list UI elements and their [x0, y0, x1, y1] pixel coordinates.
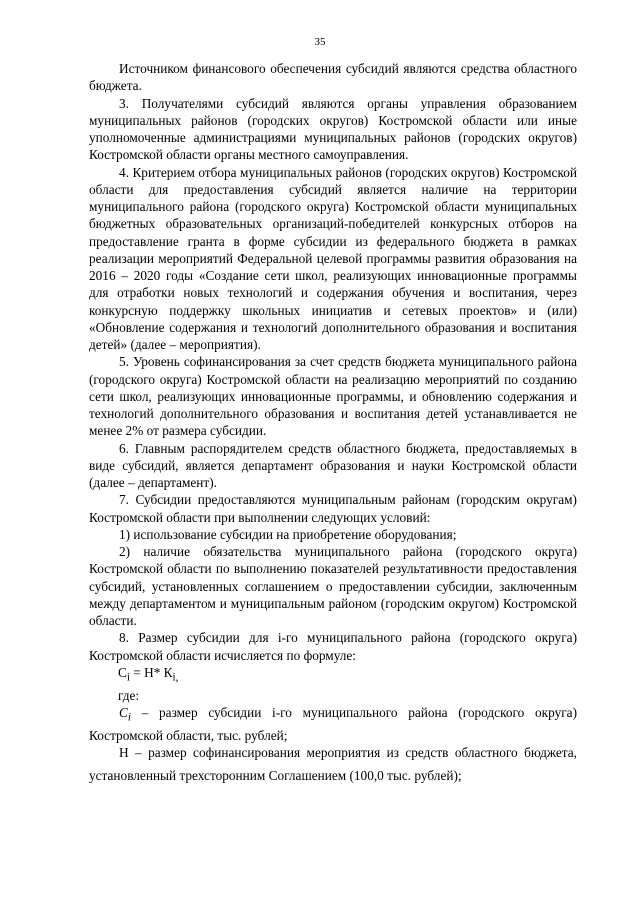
- paragraph-3-recipients: 3. Получателями субсидий являются органы управления образованием муниципальных районов (городских округов) Костромской области или иные уполномоченные администрациями муниципальных районов (городских округов) Костромской области органы местного самоуправления.: [89, 95, 577, 163]
- definition-ci-symbol: C: [119, 704, 128, 720]
- page-number: 35: [314, 36, 326, 48]
- paragraph-8-size: 8. Размер субсидии для i-го муниципального района (городского округа) Костромской области исчисляется по формуле:: [89, 630, 577, 663]
- paragraph-6-administrator: 6. Главным распорядителем средств областного бюджета, предоставляемых в виде субсидий, является департамент образования и науки Костромской области (далее – департамент).: [89, 440, 577, 490]
- document-body: [89, 60, 577, 784]
- definition-h-symbol: Н: [119, 745, 129, 761]
- formula-lhs: C: [118, 664, 127, 680]
- paragraph-4-criterion: 4. Критерием отбора муниципальных районов (городских округов) Костромской области для предоставления субсидий является наличие на территории муниципального района (городского округа) Костромской области муниципальных бюджетных образовательных организаций-победителей конкурсных отборов на предоставление гранта в форме субсидии из федерального бюджета в рамках реализации мероприятий Федеральной целевой программы развития образования на 2016 – 2020 годы «Создание сети школ, реализующих инновационные программы для отработки новых технологий и содержания обучения и воспитания, через конкурсную поддержку школьных инициатив и сетевых проектов» и (или) «Обновление содержания и технологий дополнительного образования и воспитания детей» (далее – мероприятия).: [89, 164, 577, 352]
- formula-rhs-subscript: i,: [172, 671, 179, 684]
- where-label: где:: [118, 687, 140, 703]
- definition-ci: [89, 704, 577, 744]
- paragraph-7-conditions: 7. Субсидии предоставляются муниципальным районам (городским округам) Костромской области при выполнении следующих условий:: [89, 492, 577, 525]
- definition-ci-text: – размер субсидии i-го муниципального района (городского округа) Костромской области, тыс. рублей;: [89, 704, 577, 743]
- definition-h-text: – размер софинансирования мероприятия из средств областного бюджета, установленный трехсторонним Соглашением (100,0 тыс. рублей);: [89, 745, 577, 783]
- formula-rhs: = Н* К: [129, 664, 173, 680]
- paragraph-5-cofinancing: 5. Уровень софинансирования за счет средств бюджета муниципального района (городского округа) Костромской области на реализацию мероприятий по созданию сети школ, реализующих инновационные программы, и обновлению содержания и технологий дополнительного образования и воспитания детей устанавливается не менее 2% от размера субсидии.: [89, 354, 577, 439]
- formula-line: [89, 664, 577, 687]
- definition-h: [89, 744, 577, 784]
- formula-lhs-subscript: i: [126, 671, 130, 684]
- condition-item-1: 1) использование субсидии на приобретение оборудования;: [119, 526, 457, 542]
- paragraph-funding-source: Источником финансового обеспечения субсидий являются средства областного бюджета.: [89, 61, 577, 94]
- definition-ci-subscript: i: [127, 711, 131, 724]
- condition-item-2: 2) наличие обязательства муниципального района (городского округа) Костромской области по выполнению показателей результативности предоставления субсидий, установленных соглашением о предоставлении субсидии, заключенным между департаментом и муниципальным районом (городским округом) Костромской области.: [89, 544, 577, 628]
